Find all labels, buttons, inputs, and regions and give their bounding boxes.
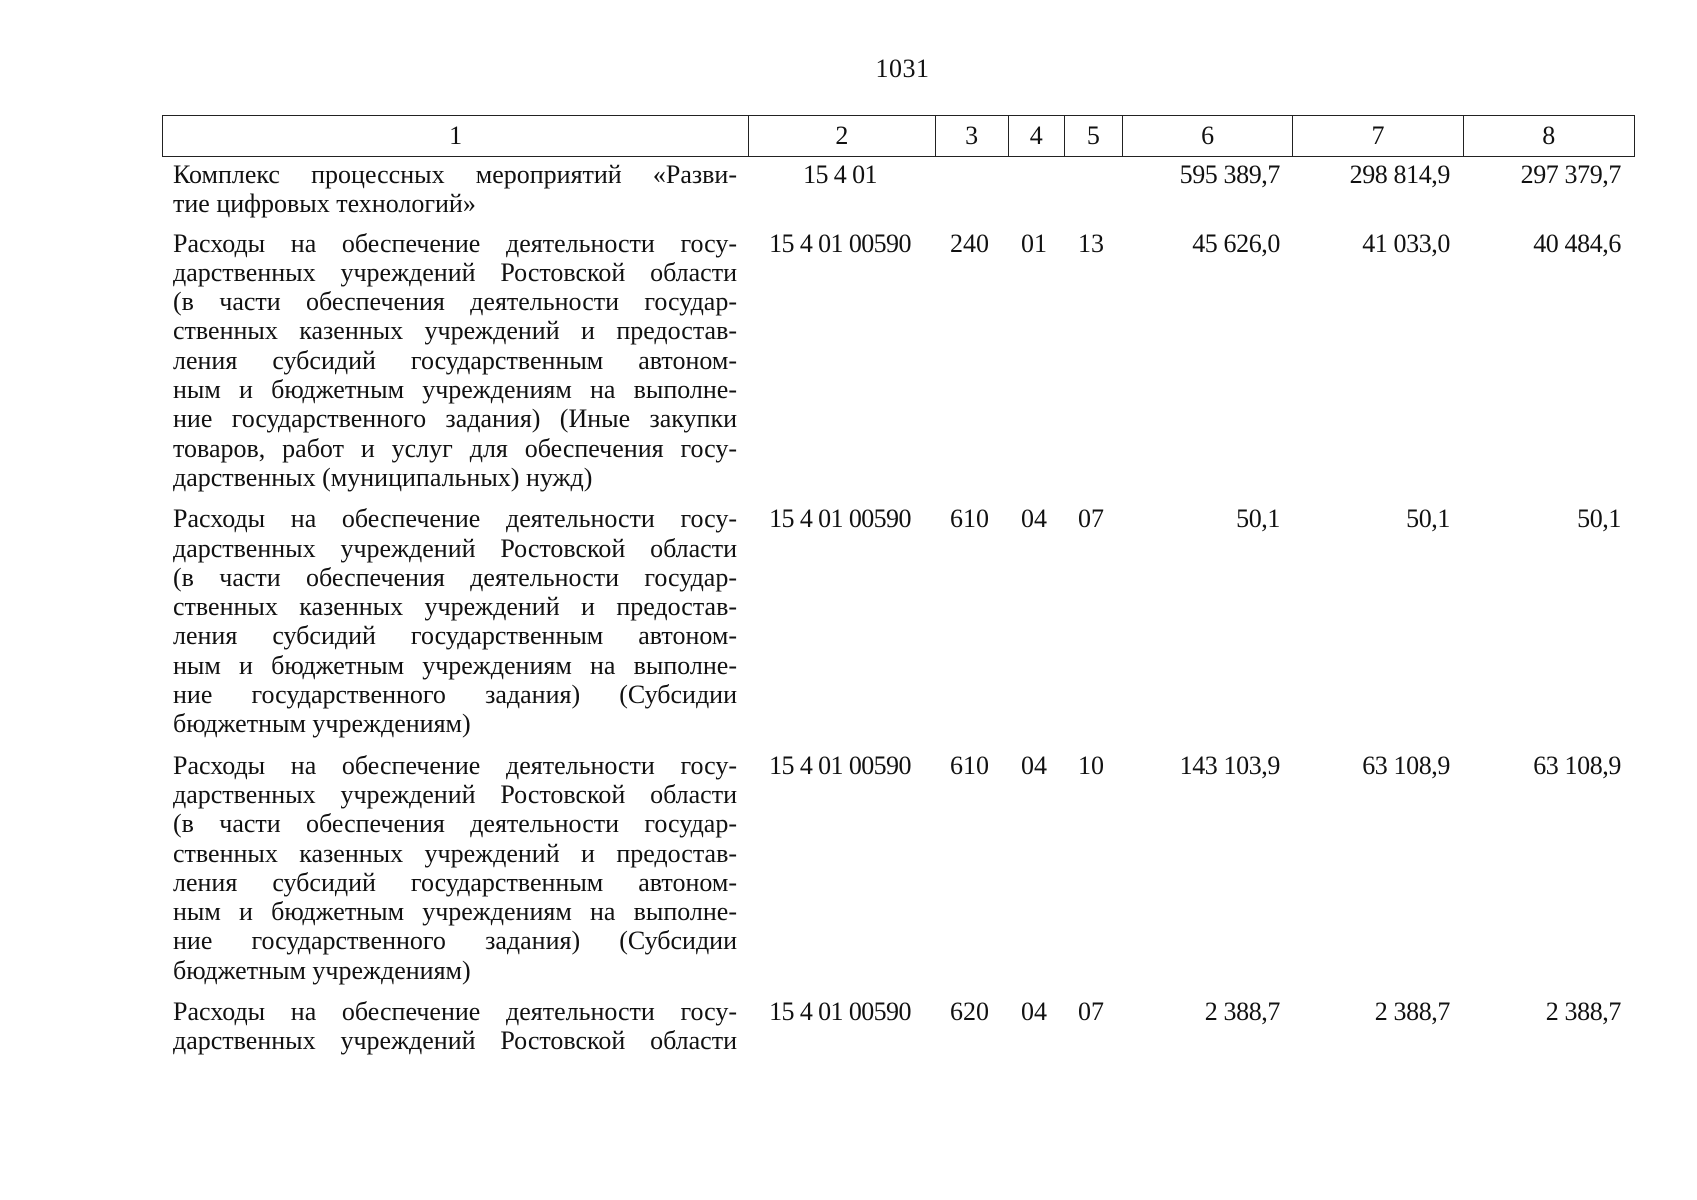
table-row xyxy=(162,997,1635,1056)
table-row xyxy=(162,229,1635,493)
table-row xyxy=(162,504,1635,738)
row-col8: 2 388,7 xyxy=(1545,997,1621,1027)
row-col7: 298 814,9 xyxy=(1349,160,1450,189)
description-line: (в части обеспечения деятельности государ- xyxy=(173,287,737,317)
description-line: дарственных учреждений Ростовской области xyxy=(173,533,737,563)
description-line: ления субсидий государственным автоном- xyxy=(173,345,737,375)
column-header-1: 1 xyxy=(163,116,749,157)
description-line: бюджетным учреждениям) xyxy=(173,709,471,739)
row-col6: 143 103,9 xyxy=(1179,750,1280,780)
row-col4: 04 xyxy=(1021,504,1047,534)
description-line: дарственных учреждений Ростовской области xyxy=(173,779,737,809)
row-col6: 50,1 xyxy=(1236,504,1280,534)
row-code: 15 4 01 00590 xyxy=(769,504,911,534)
description-line: товаров, работ и услуг для обеспечения госу- xyxy=(173,433,737,463)
column-header-7: 7 xyxy=(1293,116,1463,157)
row-description xyxy=(162,751,747,985)
row-code: 15 4 01 00590 xyxy=(769,228,911,258)
description-line: (в части обеспечения деятельности государ- xyxy=(173,562,737,592)
table-row xyxy=(162,751,1635,985)
row-description xyxy=(162,160,747,219)
page-number: 1031 xyxy=(875,54,930,83)
row-col5: 07 xyxy=(1078,504,1104,534)
row-col8: 50,1 xyxy=(1577,504,1621,534)
column-header-4: 4 xyxy=(1008,116,1064,157)
description-line: дарственных (муниципальных) нужд) xyxy=(173,462,593,492)
description-line: Расходы на обеспечение деятельности госу- xyxy=(173,228,737,258)
row-col6: 2 388,7 xyxy=(1204,997,1280,1027)
description-line: Комплекс процессных мероприятий «Разви- xyxy=(173,160,737,189)
row-col5: 07 xyxy=(1078,997,1104,1027)
row-col8: 297 379,7 xyxy=(1520,160,1621,189)
column-header-5: 5 xyxy=(1064,116,1122,157)
row-code: 15 4 01 00590 xyxy=(769,997,911,1027)
row-col8: 40 484,6 xyxy=(1533,228,1621,258)
description-line: ственных казенных учреждений и предостав- xyxy=(173,838,737,868)
row-description xyxy=(162,997,747,1056)
description-line: ления субсидий государственным автоном- xyxy=(173,621,737,651)
description-line: (в части обеспечения деятельности государ- xyxy=(173,809,737,839)
description-line: дарственных учреждений Ростовской области xyxy=(173,1026,737,1056)
description-line: ления субсидий государственным автоном- xyxy=(173,867,737,897)
table-header xyxy=(162,115,1635,157)
row-col3: 610 xyxy=(950,750,989,780)
table-body xyxy=(162,160,1635,1056)
description-line: Расходы на обеспечение деятельности госу- xyxy=(173,997,737,1027)
description-line: ным и бюджетным учреждениям на выполне- xyxy=(173,375,737,405)
row-code: 15 4 01 00590 xyxy=(769,750,911,780)
row-col4: 04 xyxy=(1021,750,1047,780)
row-col4: 04 xyxy=(1021,997,1047,1027)
row-col8: 63 108,9 xyxy=(1533,750,1621,780)
row-description xyxy=(162,504,747,738)
row-col5: 10 xyxy=(1078,750,1104,780)
column-header-6: 6 xyxy=(1122,116,1292,157)
description-line: тие цифровых технологий» xyxy=(173,189,476,219)
row-col7: 2 388,7 xyxy=(1374,997,1450,1027)
column-header-8: 8 xyxy=(1463,116,1634,157)
row-col7: 63 108,9 xyxy=(1362,750,1450,780)
row-col7: 41 033,0 xyxy=(1362,228,1450,258)
description-line: ние государственного задания) (Субсидии xyxy=(173,680,737,710)
description-line: Расходы на обеспечение деятельности госу- xyxy=(173,504,737,534)
description-line: ным и бюджетным учреждениям на выполне- xyxy=(173,897,737,927)
description-line: ние государственного задания) (Иные закупки xyxy=(173,404,737,434)
row-col3: 610 xyxy=(950,504,989,534)
description-line: бюджетным учреждениям) xyxy=(173,955,471,985)
row-col6: 595 389,7 xyxy=(1179,160,1280,189)
row-col5: 13 xyxy=(1078,228,1104,258)
description-line: ственных казенных учреждений и предостав- xyxy=(173,316,737,346)
description-line: Расходы на обеспечение деятельности госу- xyxy=(173,750,737,780)
column-header-2: 2 xyxy=(749,116,935,157)
description-line: ным и бюджетным учреждениям на выполне- xyxy=(173,650,737,680)
row-code: 15 4 01 xyxy=(803,160,877,189)
row-col6: 45 626,0 xyxy=(1192,228,1280,258)
row-col3: 240 xyxy=(950,228,989,258)
column-header-3: 3 xyxy=(935,116,1008,157)
description-line: ние государственного задания) (Субсидии xyxy=(173,926,737,956)
row-col3: 620 xyxy=(950,997,989,1027)
table-row xyxy=(162,160,1635,219)
description-line: ственных казенных учреждений и предостав- xyxy=(173,592,737,622)
description-line: дарственных учреждений Ростовской области xyxy=(173,257,737,287)
row-col4: 01 xyxy=(1021,228,1047,258)
row-description xyxy=(162,229,747,493)
row-col7: 50,1 xyxy=(1406,504,1450,534)
